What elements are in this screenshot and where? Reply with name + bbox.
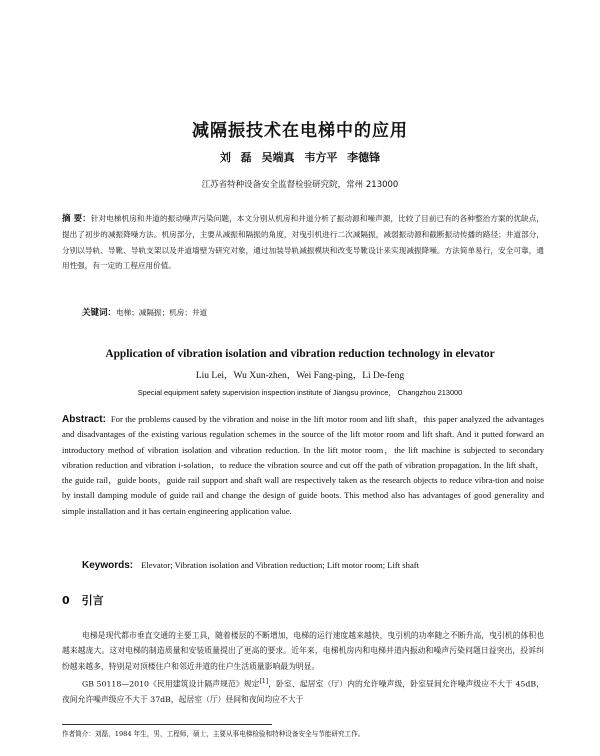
english-abstract (62, 412, 544, 519)
chinese-abstract-label: 摘 要： (62, 214, 91, 224)
chinese-authors: 刘 磊 吴端真 韦方平 李德锋 (219, 151, 381, 164)
english-keywords-label: Keywords: (82, 560, 134, 571)
english-authors: Liu Lei，Wu Xun-zhen，Wei Fang-ping，Li De-feng (195, 371, 405, 381)
chinese-keywords-label: 关键词： (82, 308, 117, 318)
chinese-keywords (82, 306, 542, 320)
body-text (62, 628, 544, 707)
citation-reference: [1] (259, 677, 269, 685)
author-footnote: 作者简介：刘磊，1984 年生，男，工程师，硕士，主要从事电梯检验和特种设备安全与节能研究工作。 (62, 730, 365, 738)
section-title: 引言 (81, 594, 104, 607)
english-affiliation: Special equipment safety supervision inspection institute of Jiangsu province， Changzhou 213000 (137, 388, 463, 397)
body-paragraph-2-end: ，卧室、起居室（厅）内的允许噪声级，卧室昼间允许噪声级应不大于 45dB，夜间允许噪声级应不大于 37dB，起居室（厅）昼间和夜间均应不大于 (62, 679, 544, 704)
footnote-divider (62, 724, 272, 725)
body-paragraph-2 (62, 674, 544, 707)
chinese-affiliation: 江苏省特种设备安全监督检验研究院，常州 213000 (201, 180, 399, 190)
body-paragraph-2-start: GB 50118—2010《民用建筑设计隔声规范》规定 (82, 679, 260, 689)
english-keywords (82, 560, 542, 571)
english-abstract-text: For the problems caused by the vibration and noise in the lift motor room and lift shaft，this paper analyzed the advantages and disadvantages of the existing various regulation schemes in the source of the lift motor room and lift shaft. And it putted forward an introductory method of vibration isolation and vibration reduction. In the lift motor room，the lift machine is subjected to secondary vibration reduction and vibration i-solation，to reduce the vibration source and cut off the path of vibration propagation. In the lift shaft，the guide rail，guide boots，guide rail support and shaft wall are respectively taken as the research objects to reduce vibra-tion and noise by install damping module of guide rail and change the design of guide boots. This method also has advantages of good generality and simple installation and it has certain engineering application value. (62, 414, 544, 516)
section-number: 0 (62, 594, 70, 607)
chinese-keywords-text: 电梯；减隔振；机房；井道 (116, 308, 208, 317)
section-heading (62, 592, 104, 608)
chinese-abstract (62, 211, 544, 273)
chinese-title: 减隔振技术在电梯中的应用 (192, 121, 408, 141)
english-keywords-text: Elevator; Vibration isolation and Vibration reduction; Lift motor room; Lift shaft (141, 560, 420, 570)
chinese-abstract-text: 针对电梯机房和井道的振动噪声污染问题，本文分别从机房和井道分析了振动源和噪声源，比较了目前已有的各种整治方案的优缺点，提出了初步的减振降噪方法。机房部分，主要从减振和隔振的角度，对曳引机进行二次减隔振，减弱振动源和截断振动传播的路径；井道部分，分别以导轨、导靴、导轨支架以及井道墙壁为研究对象，通过加装导轨减振模块和改变导靴设计来实现减振降噪。方法简单易行，安全可靠，通用性强，有一定的工程应用价值。 (62, 214, 544, 270)
body-paragraph-1: 电梯是现代都市垂直交通的主要工具，随着楼层的不断增加，电梯的运行速度越来越快，曳引机的功率随之不断升高，曳引机的体积也越来越庞大。这对电梯的制造质量和安装质量提出了更高的要求。近年来，电梯机房内和电梯井道内振动和噪声污染问题日益突出，投诉纠纷越来越多，特别是对顶楼住户和邻近井道的住户生活质量影响最为明显。 (62, 631, 544, 671)
english-abstract-label: Abstract: (62, 414, 106, 425)
english-title: Application of vibration isolation and vibration reduction technology in elevator (105, 348, 495, 360)
